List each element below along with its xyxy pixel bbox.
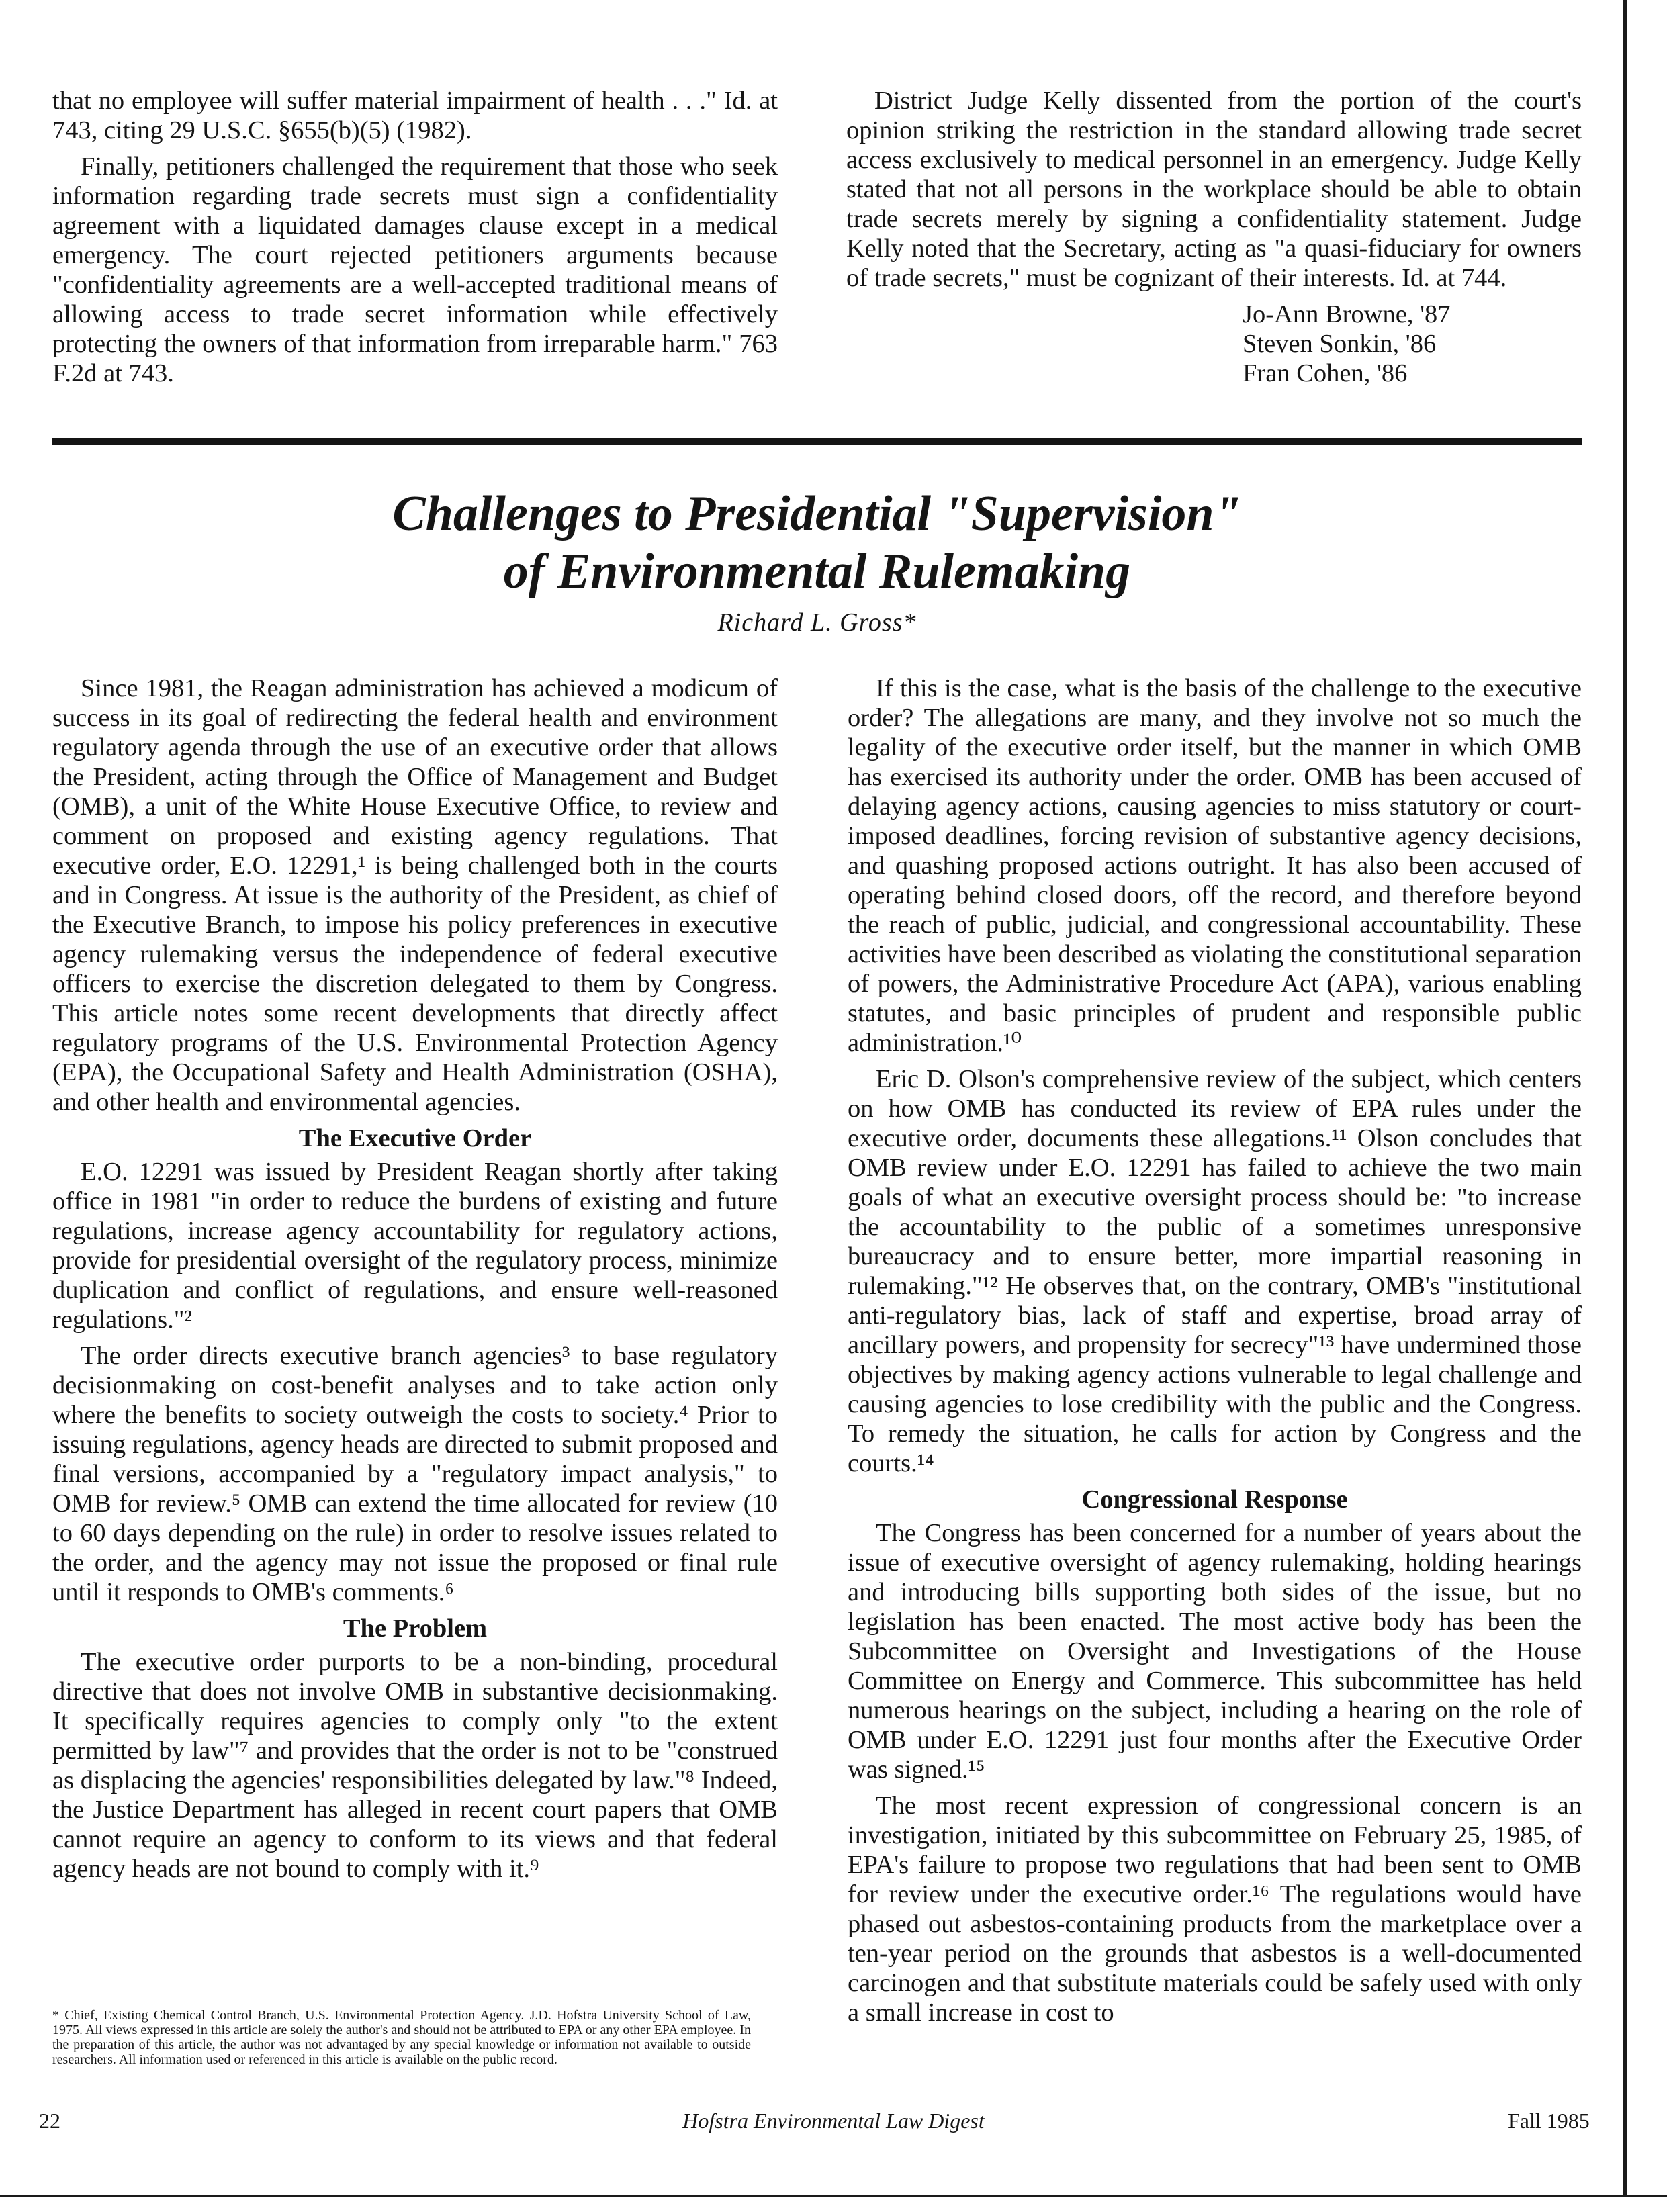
article-title (52, 485, 1582, 600)
paragraph: Eric D. Olson's comprehensive review of the subject, which centers on how OMB has conducted its review of EPA rules under the executive order, documents these allegations.¹¹ Olson concludes that OMB review under E.O. 12291 has failed to achieve the two main goals of what an executive oversight process should be: "to increase the accountability to the public of a sometimes unresponsive bureaucracy and to ensure better, more impartial reasoning in rulemaking."¹² He observes that, on the contrary, OMB's "institutional anti-regulatory bias, lack of staff and expertise, broad array of ancillary powers, and propensity for secrecy"¹³ have undermined those objectives by making agency actions vulnerable to legal challenge and causing agencies to lose credibility with the public and the Congress. To remedy the situation, he calls for action by Congress and the courts.¹⁴ (848, 1065, 1582, 1477)
paragraph: The most recent expression of congressional concern is an investigation, initiated by this subcommittee on February 25, 1985, of EPA's failure to propose two regulations that had been sent to OMB for review under the executive order.¹⁶ The regulations would have phased out asbestos-containing products from the marketplace over a ten-year period on the grounds that asbestos is a well-documented carcinogen and that substitute materials could be safely used with only a small increase in cost to (848, 1792, 1582, 2027)
paragraph: E.O. 12291 was issued by President Reagan shortly after taking office in 1981 "in order to reduce the burdens of existing and future regulations, increase agency accountability for regulatory actions, provide for presidential oversight of the regulatory process, minimize duplication and conflict of regulations, and ensure well-reasoned regulations."² (52, 1158, 778, 1334)
signer-name: Fran Cohen, '86 (1243, 359, 1408, 387)
journal-name: Hofstra Environmental Law Digest (682, 2109, 985, 2133)
author-footnote: * Chief, Existing Chemical Control Branch, U.S. Environmental Protection Agency. J.D. Hofstra University School of Law, 1975. All views expressed in this article are solely the author's and should not be attributed to EPA or any other EPA employee. In the preparation of this article, the author was not advantaged by any special knowledge or information not available to outside researchers. All information used or referenced in this article is available on the public record. (52, 2008, 751, 2067)
signers (1243, 299, 1582, 388)
section-heading: The Executive Order (298, 1124, 532, 1152)
paragraph: The Congress has been concerned for a number of years about the issue of executive oversight of agency rulemaking, holding hearings and introducing bills supporting both sides of the issue, but no legislation has been enacted. The most active body has been the Subcommittee on Oversight and Investigations of the House Committee on Energy and Commerce. This subcommittee has held numerous hearings on the subject, including a hearing on the role of OMB under E.O. 12291 just four months after the Executive Order was signed.¹⁵ (848, 1519, 1582, 1784)
bottom-edge-line (0, 2195, 1667, 2212)
section-divider (52, 438, 1582, 445)
left-column (52, 674, 778, 1890)
right-column (848, 674, 1582, 2034)
top-left-column (52, 86, 778, 395)
paragraph: that no employee will suffer material impairment of health . . ." Id. at 743, citing 29 U.S.C. §655(b)(5) (1982). (52, 87, 778, 144)
paragraph: If this is the case, what is the basis of the challenge to the executive order? The allegations are many, and they involve not so much the legality of the executive order itself, but the manner in which OMB has exercised its authority under the order. OMB has been accused of delaying agency actions, causing agencies to miss statutory or court-imposed deadlines, forcing revision of substantive agency decisions, and quashing proposed actions outright. It has also been accused of operating behind closed doors, off the record, and therefore beyond the reach of public, judicial, and congressional accountability. These activities have been described as violating the constitutional separation of powers, the Administrative Procedure Act (APA), various enabling statutes, and basic principles of prudent and responsible public administration.¹⁰ (848, 674, 1582, 1057)
top-right-column (846, 86, 1582, 388)
section-heading: The Problem (343, 1614, 488, 1643)
title-line: of Environmental Rulemaking (503, 544, 1131, 599)
page-edge-border (1623, 0, 1627, 2212)
article-author: Richard L. Gross* (717, 608, 917, 637)
page-number: 22 (39, 2109, 60, 2133)
paragraph: The order directs executive branch agencies³ to base regulatory decisionmaking on cost-benefit analyses and to take action only where the benefits to society outweigh the costs to society.⁴ Prior to issuing regulations, agency heads are directed to submit proposed and final versions, accompanied by a "regulatory impact analysis," to OMB for review.⁵ OMB can extend the time allocated for review (10 to 60 days depending on the rule) in order to resolve issues related to the order, and the agency may not issue the proposed or final rule until it responds to OMB's comments.⁶ (52, 1342, 778, 1606)
paragraph: District Judge Kelly dissented from the portion of the court's opinion striking the restriction in the standard allowing trade secret access exclusively to medical personnel in an emergency. Judge Kelly stated that not all persons in the workplace should be able to obtain trade secrets merely by signing a confidentiality statement. Judge Kelly noted that the Secretary, acting as "a quasi-fiduciary for owners of trade secrets," must be cognizant of their interests. Id. at 744. (846, 87, 1582, 292)
paragraph: Finally, petitioners challenged the requirement that those who seek information regarding trade secrets must sign a confidentiality agreement with a liquidated damages clause except in a medical emergency. The court rejected petitioners arguments because "confidentiality agreements are a well-accepted traditional means of allowing access to trade secret information while effectively protecting the owners of that information from irreparable harm." 763 F.2d at 743. (52, 152, 778, 387)
signer-name: Jo-Ann Browne, '87 (1243, 300, 1451, 328)
title-line: Challenges to Presidential "Supervision" (392, 486, 1242, 541)
paragraph: Since 1981, the Reagan administration has achieved a modicum of success in its goal of redirecting the federal health and environment regulatory agenda through the use of an executive order that allows the President, acting through the Office of Management and Budget (OMB), a unit of the White House Executive Office, to review and comment on proposed and existing agency regulations. That executive order, E.O. 12291,¹ is being challenged both in the courts and in Congress. At issue is the authority of the President, as chief of the Executive Branch, to impose his policy preferences in executive agency rulemaking versus the independence of federal executive officers to exercise the discretion delegated to them by Congress. This article notes some recent developments that directly affect regulatory programs of the U.S. Environmental Protection Agency (EPA), the Occupational Safety and Health Administration (OSHA), and other health and environmental agencies. (52, 674, 778, 1116)
section-heading: Congressional Response (1081, 1485, 1348, 1514)
paragraph: The executive order purports to be a non-binding, procedural directive that does not involve OMB in substantive decisionmaking. It specifically requires agencies to comply only "to the extent permitted by law"⁷ and provides that the order is not to be "construed as displacing the agencies' responsibilities delegated by law."⁸ Indeed, the Justice Department has alleged in recent court papers that OMB cannot require an agency to conform to its views and that federal agency heads are not bound to comply with it.⁹ (52, 1648, 778, 1883)
signer-name: Steven Sonkin, '86 (1243, 330, 1437, 358)
issue-date: Fall 1985 (1508, 2109, 1590, 2133)
